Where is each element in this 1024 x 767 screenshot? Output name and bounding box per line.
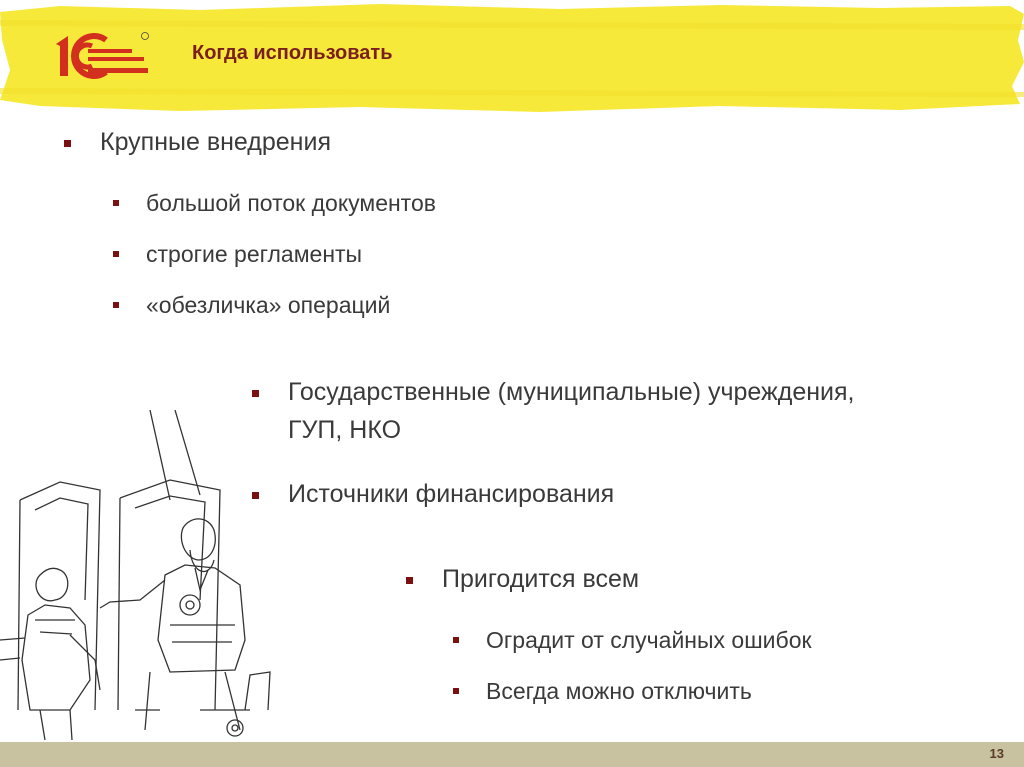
bullet-text: Источники финансирования	[288, 480, 615, 508]
astronauts-illustration	[0, 410, 290, 745]
bullet-marker	[453, 688, 459, 694]
sub-bullet-protects	[486, 627, 812, 654]
footer-bar	[0, 742, 1024, 767]
page-number: 13	[989, 746, 1004, 761]
bullet-marker	[113, 251, 119, 257]
bullet-funding	[288, 480, 614, 509]
sub-bullet-disable	[486, 678, 752, 705]
bullet-government	[288, 378, 855, 407]
bullet-text: Оградит от случайных ошибок	[486, 627, 812, 653]
sub-bullet-doc-flow	[146, 190, 436, 217]
bullet-text: большой поток документов	[146, 190, 436, 216]
bullet-text-line1: Государственные (муниципальные) учреждения,	[288, 378, 855, 406]
bullet-text: Пригодится всем	[442, 565, 640, 593]
bullet-large-implementations	[100, 128, 331, 157]
bullet-everyone	[442, 565, 639, 594]
bullet-marker	[64, 140, 71, 147]
sub-bullet-strict-rules	[146, 241, 362, 268]
1c-logo	[48, 30, 154, 82]
bullet-government-line2	[288, 416, 401, 445]
bullet-text-line2: ГУП, НКО	[288, 416, 402, 444]
bullet-text: «обезличка» операций	[146, 292, 391, 318]
bullet-marker	[113, 200, 119, 206]
slide-title: Когда использовать	[192, 42, 393, 64]
bullet-text: строгие регламенты	[146, 241, 363, 267]
bullet-marker	[406, 577, 413, 584]
bullet-marker	[252, 390, 259, 397]
bullet-text: Крупные внедрения	[100, 128, 331, 156]
sub-bullet-anonymity	[146, 292, 390, 319]
bullet-marker	[113, 302, 119, 308]
bullet-text: Всегда можно отключить	[486, 678, 752, 704]
bullet-marker	[453, 637, 459, 643]
